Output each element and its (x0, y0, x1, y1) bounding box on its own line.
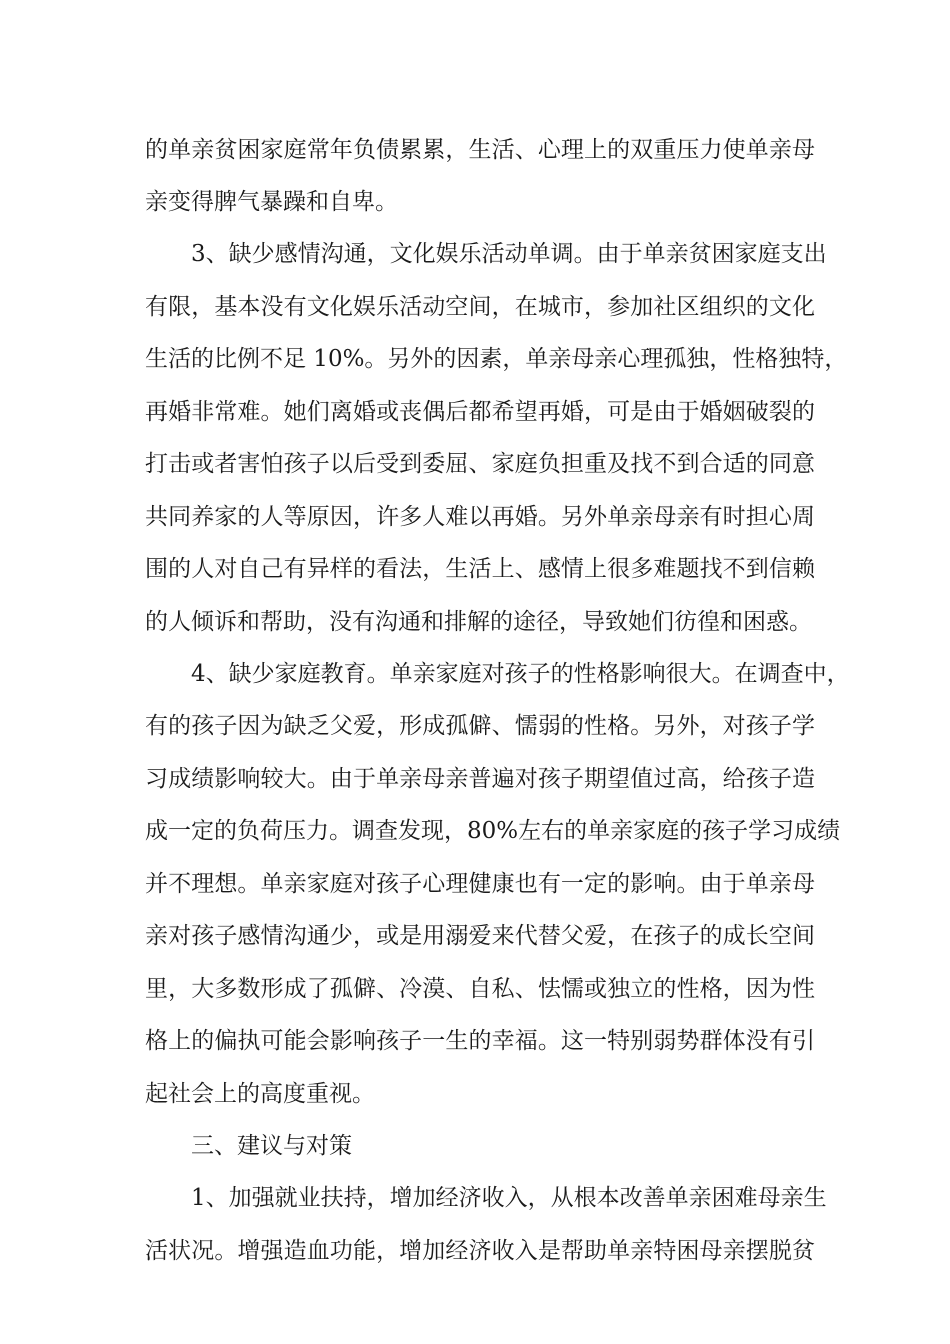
text-line: 生活的比例不足 10%。另外的因素，单亲母亲心理孤独，性格独特， (145, 346, 848, 372)
text-line: 1、加强就业扶持，增加经济收入，从根本改善单亲困难母亲生 (191, 1185, 827, 1211)
text-line: 亲对孩子感情沟通少，或是用溺爱来代替父爱，在孩子的成长空间 (145, 923, 815, 949)
text-line: 里，大多数形成了孤僻、冷漠、自私、怯懦或独立的性格，因为性 (145, 976, 815, 1002)
text-line: 的单亲贫困家庭常年负债累累，生活、心理上的双重压力使单亲母 (145, 137, 815, 163)
text-line: 4、缺少家庭教育。单亲家庭对孩子的性格影响很大。在调查中， (191, 661, 850, 687)
text-line: 亲变得脾气暴躁和自卑。 (145, 189, 398, 215)
text-line: 有的孩子因为缺乏父爱，形成孤僻、懦弱的性格。另外，对孩子学 (145, 713, 815, 739)
text-line: 习成绩影响较大。由于单亲母亲普遍对孩子期望值过高，给孩子造 (145, 766, 815, 792)
text-line: 有限，基本没有文化娱乐活动空间，在城市，参加社区组织的文化 (145, 294, 815, 320)
text-line: 再婚非常难。她们离婚或丧偶后都希望再婚，可是由于婚姻破裂的 (145, 399, 815, 425)
text-line: 活状况。增强造血功能，增加经济收入是帮助单亲特困母亲摆脱贫 (145, 1238, 815, 1264)
text-line: 格上的偏执可能会影响孩子一生的幸福。这一特别弱势群体没有引 (145, 1028, 815, 1054)
text-line: 3、缺少感情沟通，文化娱乐活动单调。由于单亲贫困家庭支出 (191, 241, 827, 267)
text-line: 打击或者害怕孩子以后受到委屈、家庭负担重及找不到合适的同意 (145, 451, 815, 477)
text-line: 成一定的负荷压力。调查发现，80%左右的单亲家庭的孩子学习成绩 (145, 818, 841, 844)
text-line: 共同养家的人等原因，许多人难以再婚。另外单亲母亲有时担心周 (145, 504, 815, 530)
text-line: 起社会上的高度重视。 (145, 1081, 375, 1107)
text-line: 的人倾诉和帮助，没有沟通和排解的途径，导致她们彷徨和困惑。 (145, 609, 812, 635)
text-line: 并不理想。单亲家庭对孩子心理健康也有一定的影响。由于单亲母 (145, 871, 815, 897)
section-heading: 三、建议与对策 (191, 1133, 352, 1159)
text-line: 围的人对自己有异样的看法，生活上、感情上很多难题找不到信赖 (145, 556, 815, 582)
